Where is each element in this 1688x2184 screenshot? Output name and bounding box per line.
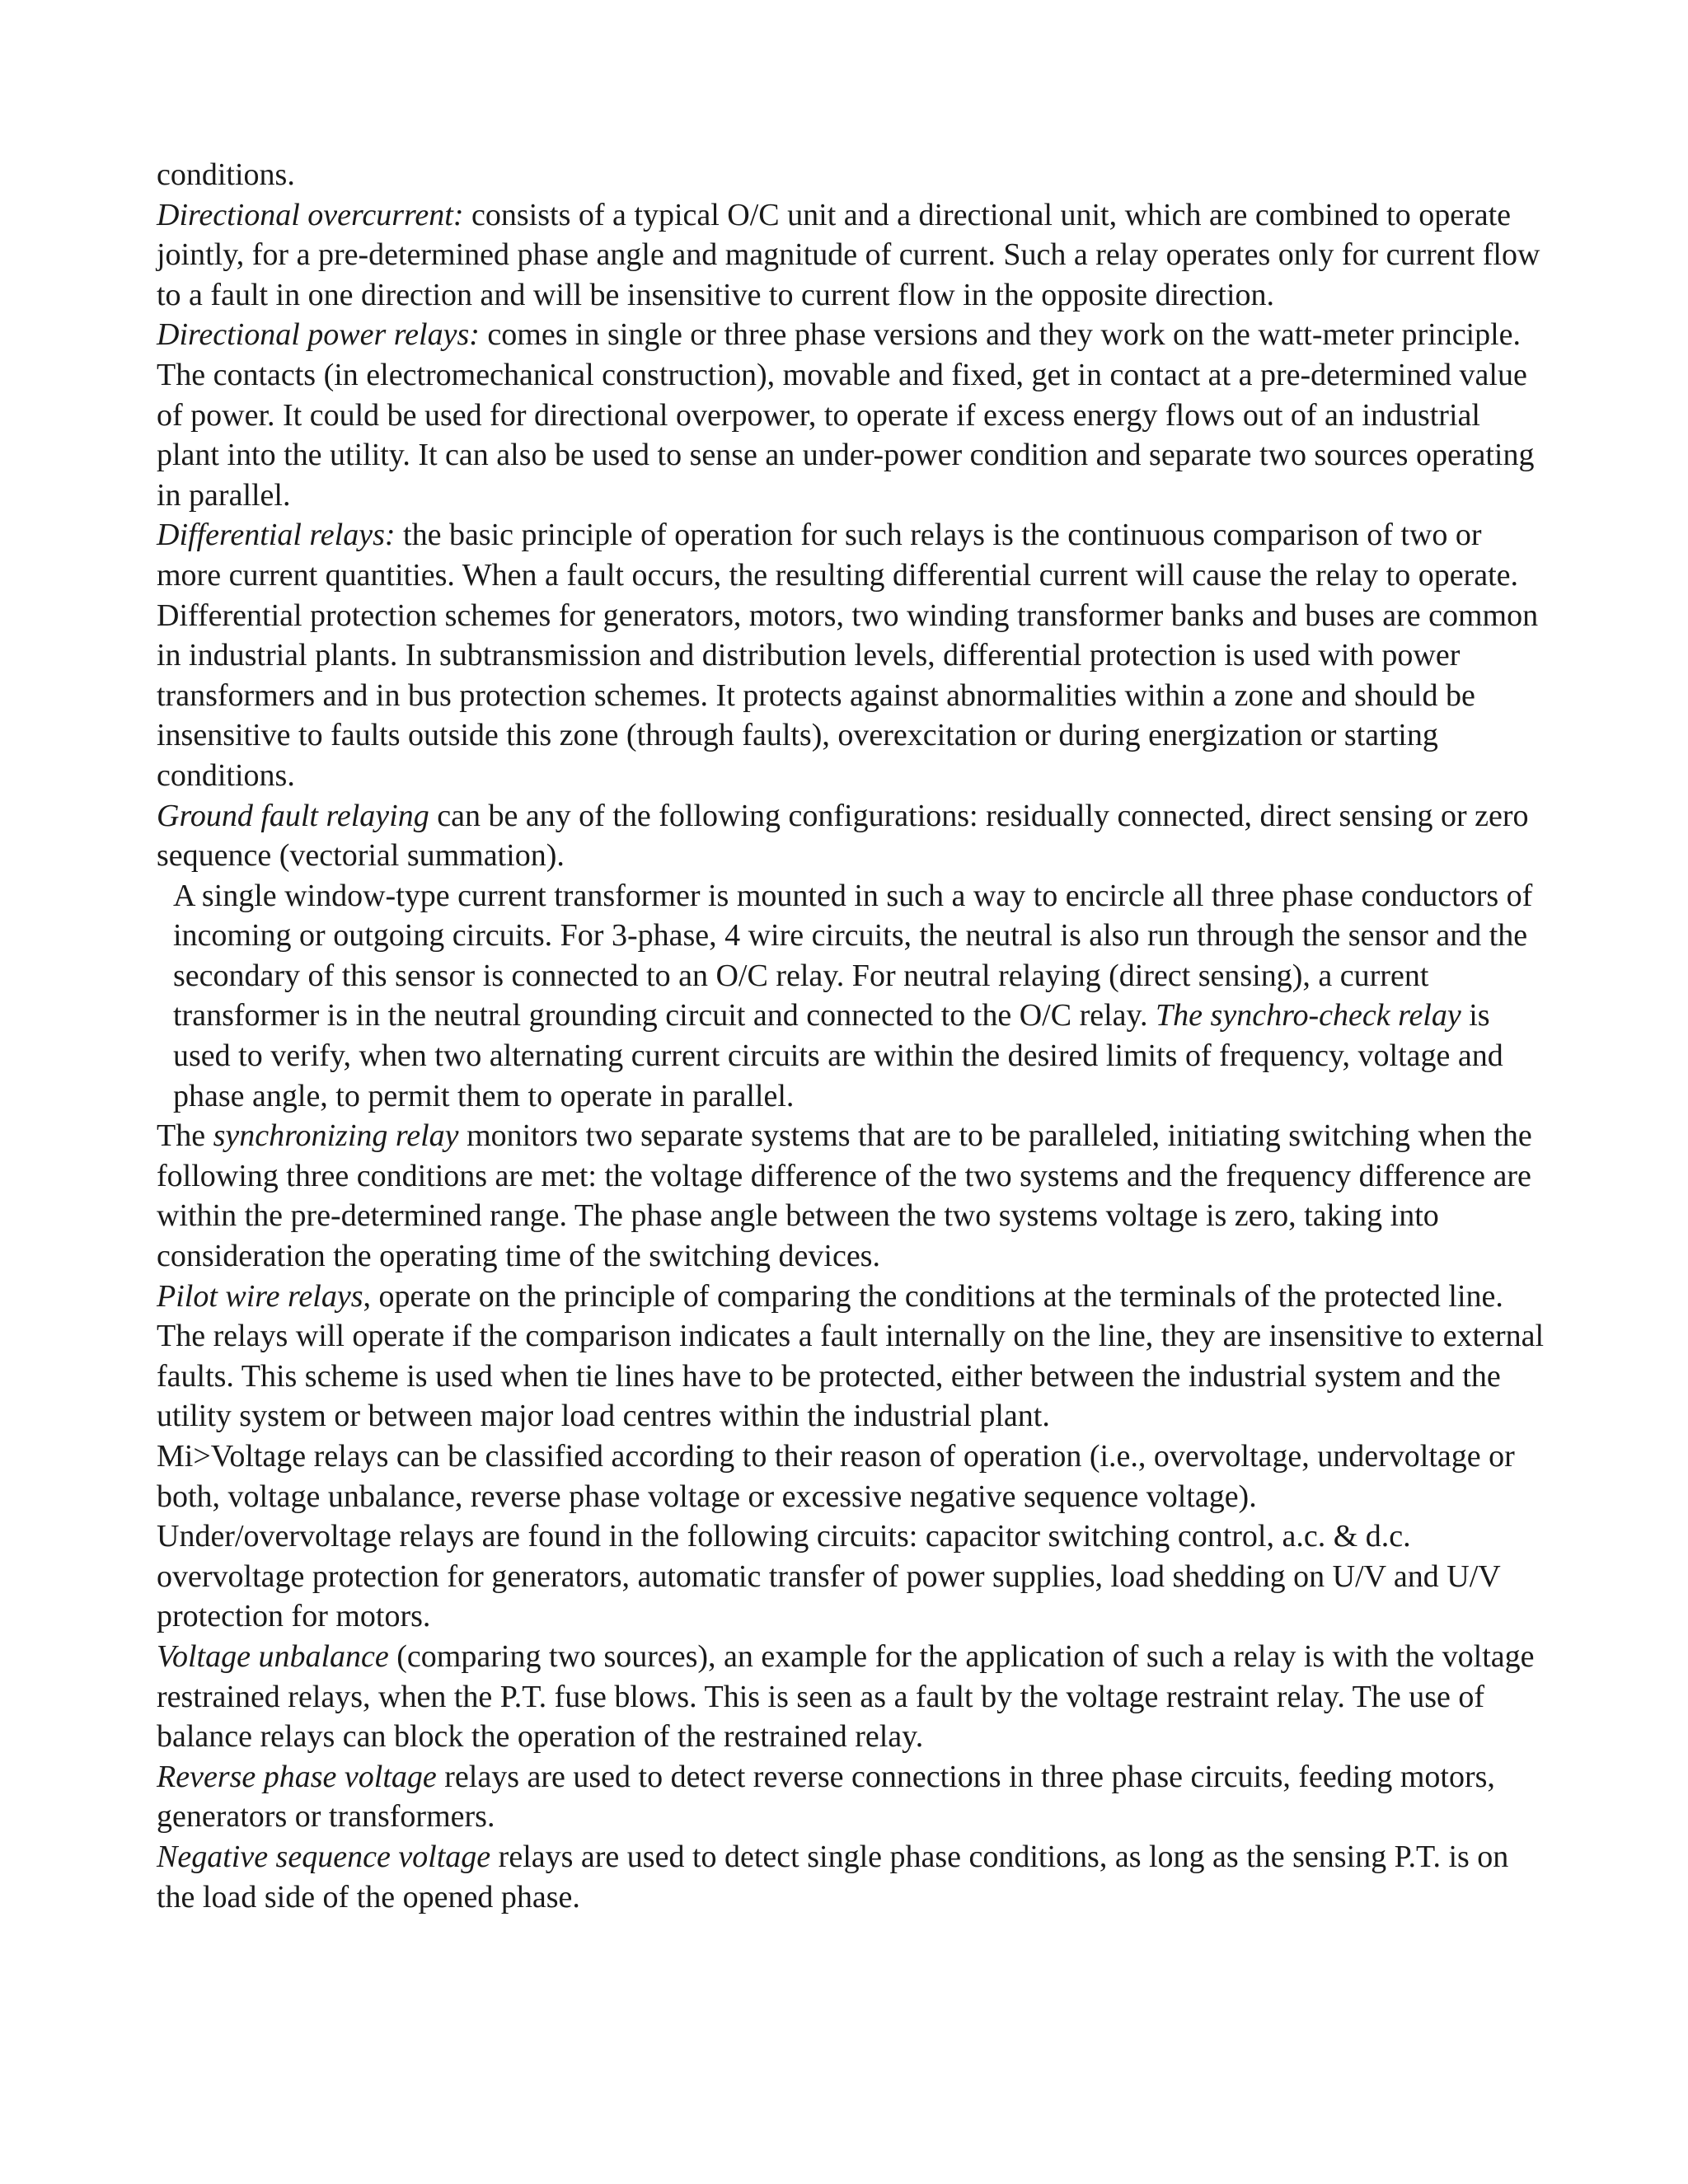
body-text: conditions. — [157, 157, 295, 192]
paragraph — [157, 515, 1550, 795]
italic-term: Negative sequence voltage — [157, 1839, 491, 1874]
body-text: , operate on the principle of comparing the conditions at the terminals of the protected line. The relays will operate if the comparison indicates a fault internally on the line, they are insensitive to external faults. This scheme is used when tie lines have to be protected, either between the industrial system and the utility system or between major load centres within the industrial plant. — [157, 1278, 1545, 1434]
body-text: relays are used to detect reverse connections in three phase circuits, feeding motors, generators or transformers. — [157, 1759, 1495, 1835]
document-page — [157, 155, 1550, 1917]
paragraph — [157, 1436, 1550, 1516]
body-text: is used to verify, when two alternating current circuits are within the desired limits of frequency, voltage and phase angle, to permit them to operate in parallel. — [173, 998, 1503, 1113]
body-text: (comparing two sources), an example for the application of such a relay is with the voltage restrained relays, when the P.T. fuse blows. This is seen as a fault by the voltage restraint relay. The use of balance relays can block the operation of the restrained relay. — [157, 1638, 1535, 1755]
italic-term: Voltage unbalance — [157, 1638, 389, 1674]
paragraph — [157, 1516, 1550, 1637]
paragraph — [157, 1757, 1550, 1837]
italic-term: synchronizing relay — [213, 1118, 459, 1154]
paragraph — [157, 155, 1550, 195]
paragraph — [157, 1637, 1550, 1757]
body-text: Under/overvoltage relays are found in the following circuits: capacitor switching control, a.c. & d.c. overvoltage protection for generators, automatic transfer of power supplies, load shedding on U/V and U/V protection for motors. — [157, 1519, 1501, 1634]
body-text: consists of a typical O/C unit and a directional unit, which are combined to operate jointly, for a pre-determined phase angle and magnitude of current. Such a relay operates only for current flow to a fault in one direction and will be insensitive to current flow in the opposite direction. — [157, 197, 1540, 312]
body-text: comes in single or three phase versions and they work on the watt-meter principle. The contacts (in electromechanical construction), movable and fixed, get in contact at a pre-determined value of power. It could be used for directional overpower, to operate if excess energy flows out of an industrial plant into the utility. It can also be used to sense an under-power condition and separate two sources operating in parallel. — [157, 317, 1535, 513]
body-text: Mi>Voltage relays can be classified according to their reason of operation (i.e., overvoltage, undervoltage or both, voltage unbalance, reverse phase voltage or excessive negative sequence voltage). — [157, 1439, 1515, 1514]
body-text: A single window-type current transformer is mounted in such a way to encircle all three phase conductors of incoming or outgoing circuits. For 3-phase, 4 wire circuits, the neutral is also run through the sensor and the secondary of this sensor is connected to an O/C relay. For neutral relaying (direct sensing), a current transformer is in the neutral grounding circuit and connected to the O/C relay. — [173, 878, 1533, 1033]
body-text: can be any of the following configurations: residually connected, direct sensing or zero sequence (vectorial summation). — [157, 798, 1529, 874]
italic-term: Reverse phase voltage — [157, 1759, 437, 1794]
paragraph — [157, 1116, 1550, 1276]
paragraph — [157, 195, 1550, 316]
body-text: The — [157, 1118, 213, 1154]
italic-term: Pilot wire relays — [157, 1278, 363, 1314]
italic-term: Ground fault relaying — [157, 798, 429, 833]
paragraph — [157, 315, 1550, 515]
italic-term: Directional power relays: — [157, 317, 480, 353]
body-text: monitors two separate systems that are to be paralleled, initiating switching when the following three conditions are met: the voltage difference of the two systems and the frequency difference are within the pre-determined range. The phase angle between the two systems voltage is zero, taking into consideration the operating time of the switching devices. — [157, 1118, 1532, 1274]
paragraph — [157, 1837, 1550, 1917]
body-text: relays are used to detect single phase conditions, as long as the sensing P.T. is on the load side of the opened phase. — [157, 1839, 1509, 1915]
body-text: the basic principle of operation for such relays is the continuous comparison of two or more current quantities. When a fault occurs, the resulting differential current will cause the relay to operate. Differential protection schemes for generators, motors, two winding transformer banks and buses are common in industrial plants. In subtransmission and distribution levels, differential protection is used with power transformers and in bus protection schemes. It protects against abnormalities within a zone and should be insensitive to faults outside this zone (through faults), overexcitation or during energization or starting conditions. — [157, 518, 1539, 793]
paragraph — [157, 1277, 1550, 1436]
italic-term: Directional overcurrent: — [157, 197, 464, 232]
italic-term: The synchro-check relay — [1156, 998, 1461, 1033]
paragraph — [157, 796, 1550, 876]
italic-term: Differential relays: — [157, 518, 396, 553]
paragraph — [157, 876, 1550, 1117]
